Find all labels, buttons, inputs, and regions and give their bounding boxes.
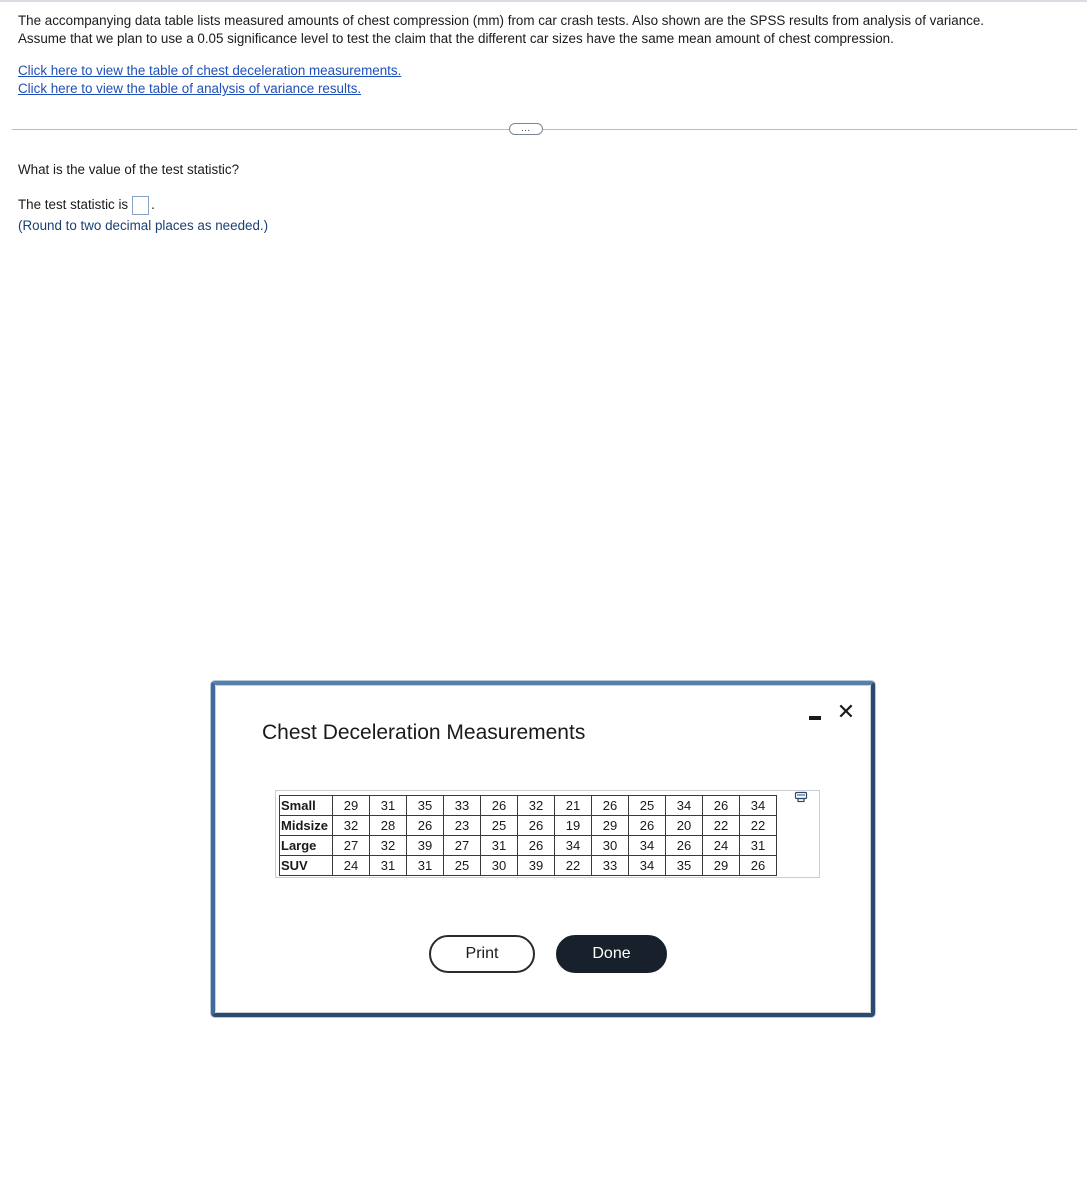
answer-suffix: . [151, 197, 155, 212]
done-button[interactable]: Done [556, 935, 667, 973]
table-cell: 23 [444, 816, 481, 836]
close-icon[interactable]: ✕ [836, 699, 856, 724]
table-cell: 32 [518, 796, 555, 816]
top-rule [0, 0, 1087, 2]
table-cell: 26 [518, 816, 555, 836]
table-cell: 26 [666, 836, 703, 856]
table-cell: 30 [481, 856, 518, 876]
table-cell: 26 [592, 796, 629, 816]
dialog-body [215, 685, 871, 1013]
intro-line-1: The accompanying data table lists measured amounts of chest compression (mm) from car crash tests. Also shown are the SPSS results from analysis of variance. [18, 13, 985, 28]
question-text: What is the value of the test statistic? [18, 162, 240, 177]
table-cell: 22 [740, 816, 777, 836]
table-cell: 35 [666, 856, 703, 876]
table-cell: 26 [703, 796, 740, 816]
table-cell: 25 [629, 796, 666, 816]
table-cell: 34 [666, 796, 703, 816]
table-cell: 34 [740, 796, 777, 816]
anova-link[interactable]: Click here to view the table of analysis of variance results. [18, 81, 362, 96]
copy-icon[interactable] [794, 790, 808, 804]
table-row [280, 856, 777, 876]
table-row [280, 796, 777, 816]
answer-prefix: The test statistic is [18, 197, 129, 212]
table-cell: 28 [370, 816, 407, 836]
table-row [280, 816, 777, 836]
table-cell: 31 [740, 836, 777, 856]
table-cell: 22 [555, 856, 592, 876]
table-cell: 29 [703, 856, 740, 876]
table-cell: 29 [333, 796, 370, 816]
measurements-table [279, 795, 777, 876]
table-row [280, 836, 777, 856]
measurements-link[interactable]: Click here to view the table of chest deceleration measurements. [18, 63, 402, 78]
minimize-icon[interactable] [809, 716, 821, 720]
table-cell: 19 [555, 816, 592, 836]
rounding-note: (Round to two decimal places as needed.) [18, 218, 269, 233]
print-button[interactable]: Print [429, 935, 535, 973]
table-cell: 22 [703, 816, 740, 836]
table-cell: 27 [444, 836, 481, 856]
intro-line-2: Assume that we plan to use a 0.05 significance level to test the claim that the different car sizes have the same mean amount of chest compression. [18, 31, 894, 46]
table-cell: 30 [592, 836, 629, 856]
test-statistic-input[interactable] [132, 196, 149, 215]
table-cell: 34 [555, 836, 592, 856]
data-table-container [275, 790, 820, 878]
table-cell: 29 [592, 816, 629, 836]
row-label: Midsize [280, 816, 333, 836]
problem-intro [18, 12, 1078, 48]
table-cell: 32 [333, 816, 370, 836]
dialog-title: Chest Deceleration Measurements [262, 721, 586, 744]
row-label: Large [280, 836, 333, 856]
table-cell: 25 [444, 856, 481, 876]
table-cell: 26 [407, 816, 444, 836]
table-cell: 31 [370, 856, 407, 876]
table-cell: 32 [370, 836, 407, 856]
table-cell: 31 [407, 856, 444, 876]
table-cell: 33 [592, 856, 629, 876]
table-cell: 24 [703, 836, 740, 856]
expand-more-button[interactable]: … [509, 123, 543, 135]
table-cell: 20 [666, 816, 703, 836]
table-cell: 27 [333, 836, 370, 856]
table-cell: 24 [333, 856, 370, 876]
table-cell: 25 [481, 816, 518, 836]
table-cell: 39 [518, 856, 555, 876]
table-cell: 39 [407, 836, 444, 856]
table-cell: 26 [481, 796, 518, 816]
resource-links [18, 62, 401, 98]
table-cell: 34 [629, 836, 666, 856]
answer-line [18, 195, 155, 215]
row-label: Small [280, 796, 333, 816]
table-cell: 34 [629, 856, 666, 876]
measurements-dialog [211, 681, 875, 1017]
section-divider [12, 129, 1077, 130]
table-cell: 31 [481, 836, 518, 856]
table-cell: 35 [407, 796, 444, 816]
table-cell: 33 [444, 796, 481, 816]
table-cell: 26 [740, 856, 777, 876]
table-cell: 31 [370, 796, 407, 816]
table-cell: 21 [555, 796, 592, 816]
table-cell: 26 [629, 816, 666, 836]
table-cell: 26 [518, 836, 555, 856]
row-label: SUV [280, 856, 333, 876]
